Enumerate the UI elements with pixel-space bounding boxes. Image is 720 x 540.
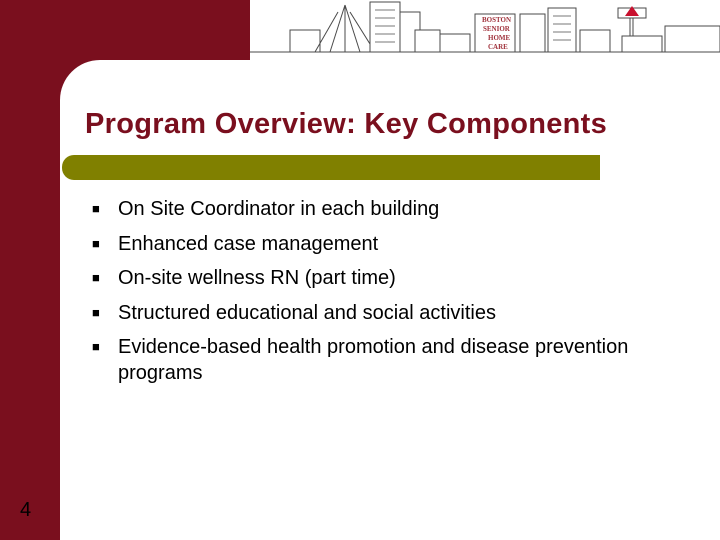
bullet-text: Evidence-based health promotion and disease prevention programs xyxy=(118,336,629,384)
list-item xyxy=(92,231,672,257)
list-item xyxy=(92,265,672,291)
top-banner xyxy=(60,0,250,60)
list-item xyxy=(92,300,672,326)
svg-text:CARE: CARE xyxy=(488,43,508,51)
square-bullet-icon: ■ xyxy=(92,201,100,216)
title-underline-bar xyxy=(62,155,600,180)
header-illustration xyxy=(250,0,720,62)
slide-title: Program Overview: Key Components xyxy=(85,108,608,140)
list-item xyxy=(92,196,672,222)
bullet-text: Enhanced case management xyxy=(118,232,379,255)
bullet-text: On-site wellness RN (part time) xyxy=(118,267,396,289)
square-bullet-icon: ■ xyxy=(92,339,100,354)
left-sidebar xyxy=(0,0,60,540)
bullet-text: Structured educational and social activities xyxy=(118,301,496,324)
bullet-text: On Site Coordinator in each building xyxy=(118,198,440,220)
svg-text:HOME: HOME xyxy=(488,34,511,42)
svg-text:SENIOR: SENIOR xyxy=(483,25,510,33)
city-skyline-illustration xyxy=(250,0,720,62)
square-bullet-icon: ■ xyxy=(92,270,100,285)
square-bullet-icon: ■ xyxy=(92,304,100,320)
logo-lettering: BOSTON xyxy=(482,16,512,24)
list-item xyxy=(92,334,672,386)
slide-number: 4 xyxy=(20,499,32,521)
square-bullet-icon: ■ xyxy=(92,235,100,251)
bullet-list xyxy=(92,196,672,395)
